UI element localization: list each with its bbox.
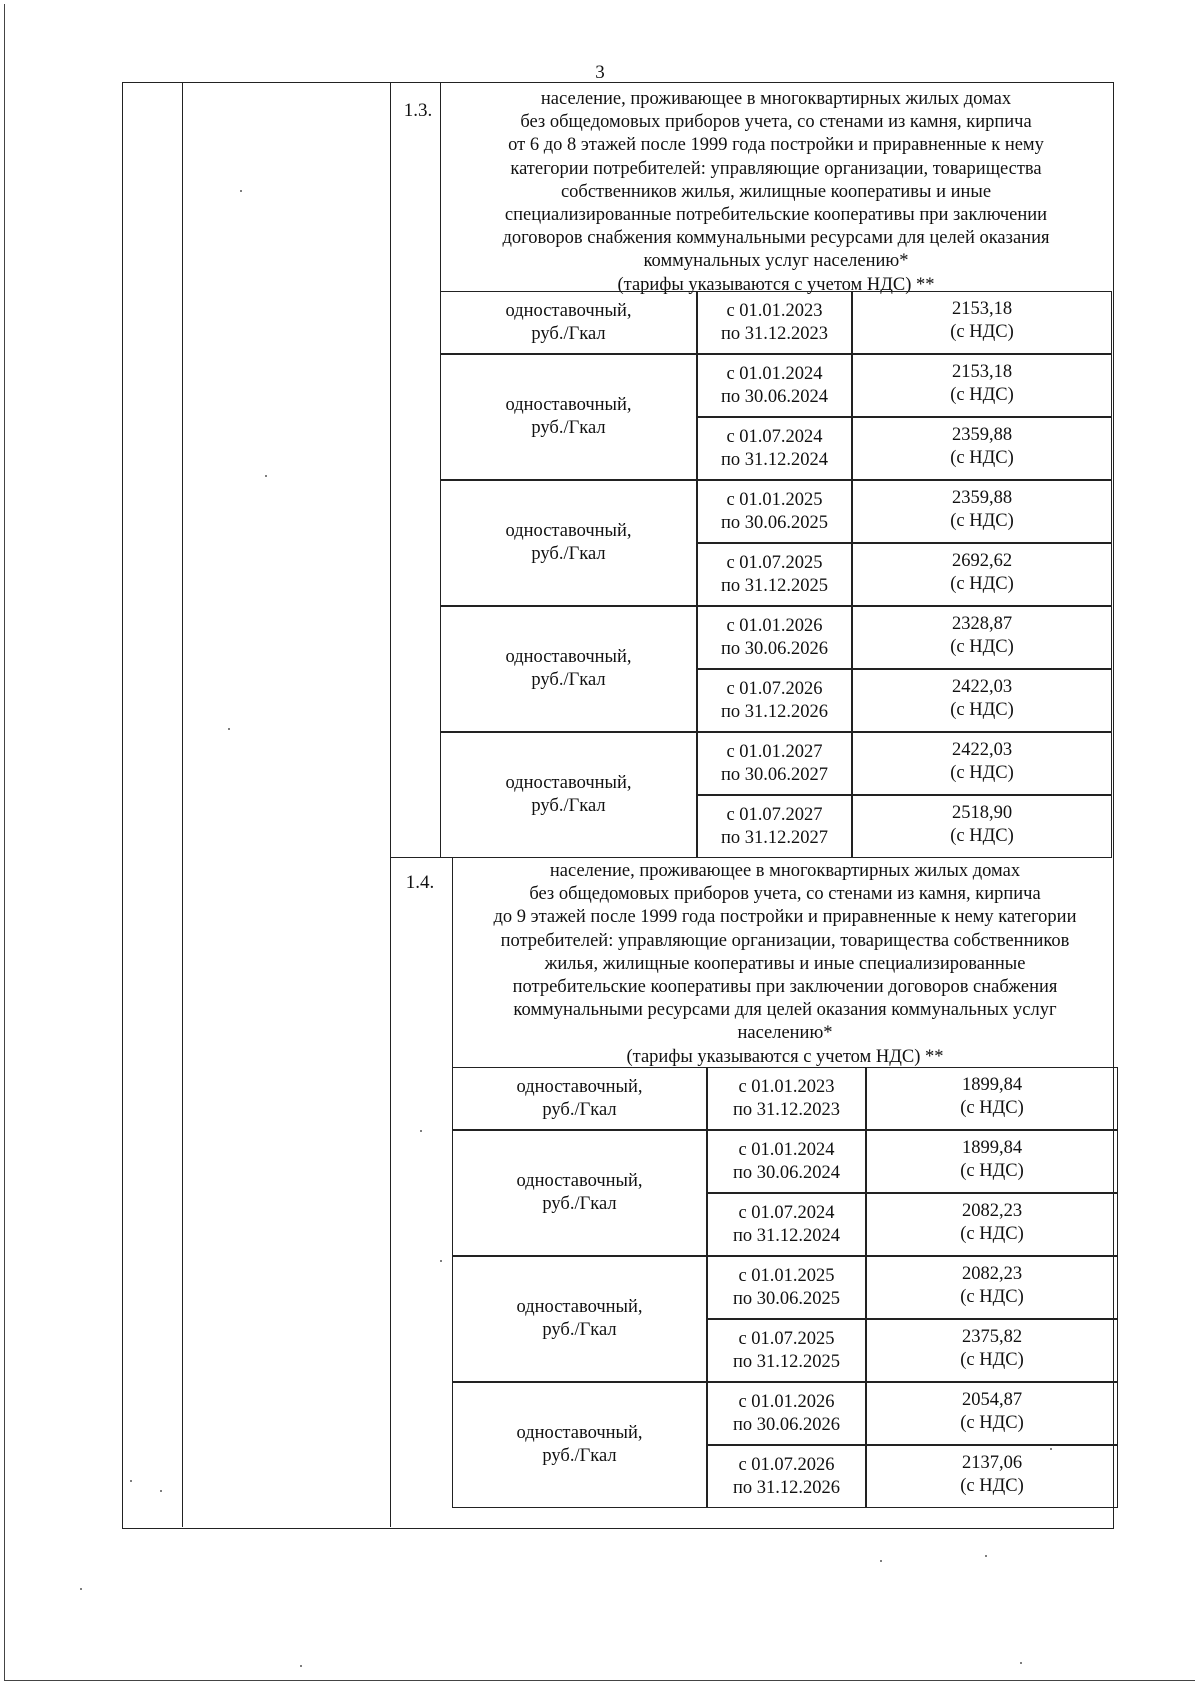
text-line: одноставочный, bbox=[505, 521, 632, 541]
text-line: население, проживающее в многоквартирных жилых домах bbox=[549, 861, 1021, 881]
text-line: 2137,06 bbox=[961, 1453, 1023, 1473]
text-line: руб./Гкал bbox=[531, 670, 606, 690]
text-line: с 01.07.2026 bbox=[738, 1454, 835, 1475]
text-line: одноставочный, bbox=[516, 1297, 643, 1317]
text-line: с 01.07.2025 bbox=[726, 552, 823, 573]
period-cell bbox=[697, 543, 852, 606]
text-line: (с НДС) bbox=[950, 763, 1014, 783]
period-cell bbox=[707, 1193, 866, 1256]
tariff-value-cell bbox=[852, 291, 1112, 354]
text-line: руб./Гкал bbox=[531, 796, 606, 816]
tariff-type-cell bbox=[440, 291, 697, 354]
text-line: руб./Гкал bbox=[542, 1194, 617, 1214]
text-line: одноставочный, bbox=[516, 1423, 643, 1443]
text-line: по 31.12.2024 bbox=[732, 1225, 841, 1246]
text-line: 2375,82 bbox=[961, 1327, 1023, 1347]
tariff-value-cell bbox=[866, 1067, 1118, 1130]
period-cell bbox=[707, 1319, 866, 1382]
text-line: собственников жилья, жилищные кооперативы и иные bbox=[560, 181, 992, 202]
text-line: (с НДС) bbox=[950, 385, 1014, 405]
tariff-type-cell bbox=[452, 1382, 707, 1508]
text-line: руб./Гкал bbox=[542, 1320, 617, 1340]
text-line: по 30.06.2024 bbox=[720, 386, 829, 407]
text-line: (с НДС) bbox=[960, 1098, 1024, 1118]
text-line: по 31.12.2024 bbox=[720, 449, 829, 470]
text-line: коммунальных услуг населению* bbox=[643, 251, 909, 272]
tariff-value-cell bbox=[866, 1445, 1118, 1508]
text-line: 2054,87 bbox=[961, 1390, 1023, 1410]
period-cell bbox=[697, 291, 852, 354]
text-line: (с НДС) bbox=[950, 574, 1014, 594]
period-cell bbox=[707, 1256, 866, 1319]
text-line: с 01.07.2024 bbox=[738, 1202, 835, 1223]
text-line: 1899,84 bbox=[961, 1138, 1023, 1158]
text-line: (с НДС) bbox=[950, 826, 1014, 846]
section-title bbox=[442, 88, 1110, 297]
section-divider bbox=[390, 857, 1112, 858]
scan-speck bbox=[300, 1665, 302, 1667]
text-line: руб./Гкал bbox=[542, 1446, 617, 1466]
text-line: потребительские кооперативы при заключении договоров снабжения bbox=[512, 977, 1058, 998]
text-line: (тарифы указываются с учетом НДС) ** bbox=[626, 1046, 944, 1067]
period-cell bbox=[697, 669, 852, 732]
text-line: с 01.07.2024 bbox=[726, 426, 823, 447]
text-line: одноставочный, bbox=[516, 1076, 643, 1097]
text-line: по 31.12.2026 bbox=[732, 1477, 841, 1498]
tariff-value-cell bbox=[866, 1130, 1118, 1193]
tariff-type-cell bbox=[440, 480, 697, 606]
text-line: (с НДС) bbox=[960, 1161, 1024, 1181]
tariff-value-cell bbox=[852, 606, 1112, 669]
text-line: по 30.06.2026 bbox=[732, 1414, 841, 1435]
text-line: по 30.06.2025 bbox=[732, 1288, 841, 1309]
text-line: специализированные потребительские кооперативы при заключении bbox=[504, 205, 1048, 226]
text-line: 2422,03 bbox=[951, 740, 1013, 760]
text-line: 2359,88 bbox=[951, 425, 1013, 445]
text-line: по 31.12.2023 bbox=[720, 323, 829, 344]
tariff-type-cell bbox=[440, 354, 697, 480]
tariff-type-cell bbox=[452, 1130, 707, 1256]
period-cell bbox=[697, 417, 852, 480]
scan-speck bbox=[160, 1490, 162, 1492]
text-line: одноставочный, bbox=[505, 300, 632, 321]
text-line: с 01.01.2023 bbox=[738, 1076, 835, 1097]
text-line: 2082,23 bbox=[961, 1264, 1023, 1284]
text-line: по 31.12.2023 bbox=[732, 1099, 841, 1120]
text-line: 2082,23 bbox=[961, 1201, 1023, 1221]
scan-speck bbox=[80, 1588, 82, 1590]
period-cell bbox=[697, 354, 852, 417]
tariff-value-cell bbox=[852, 732, 1112, 795]
period-cell bbox=[697, 480, 852, 543]
text-line: (с НДС) bbox=[960, 1350, 1024, 1370]
text-line: с 01.07.2027 bbox=[726, 804, 823, 825]
text-line: (с НДС) bbox=[960, 1287, 1024, 1307]
scan-speck bbox=[1020, 1662, 1022, 1664]
text-line: потребителей: управляющие организации, товарищества собственников bbox=[500, 930, 1070, 951]
period-cell bbox=[697, 606, 852, 669]
tariff-type-cell bbox=[452, 1256, 707, 1382]
scan-speck bbox=[228, 728, 230, 730]
text-line: (тарифы указываются с учетом НДС) ** bbox=[617, 274, 935, 295]
tariff-value-cell bbox=[866, 1193, 1118, 1256]
scan-speck bbox=[985, 1555, 987, 1557]
tariff-type-cell bbox=[452, 1067, 707, 1130]
tariff-value-cell bbox=[852, 480, 1112, 543]
text-line: (с НДС) bbox=[950, 322, 1014, 342]
text-line: 2359,88 bbox=[951, 488, 1013, 508]
text-line: одноставочный, bbox=[505, 773, 632, 793]
text-line: 2153,18 bbox=[951, 362, 1013, 382]
text-line: с 01.01.2027 bbox=[726, 741, 823, 762]
scan-speck bbox=[130, 1480, 132, 1482]
tariff-value-cell bbox=[852, 543, 1112, 606]
tariff-value-cell bbox=[866, 1319, 1118, 1382]
text-line: по 30.06.2024 bbox=[732, 1162, 841, 1183]
text-line: (с НДС) bbox=[960, 1413, 1024, 1433]
text-line: жилья, жилищные кооперативы и иные специализированные bbox=[544, 953, 1026, 974]
text-line: без общедомовых приборов учета, со стенами из камня, кирпича bbox=[529, 884, 1041, 905]
text-line: договоров снабжения коммунальными ресурсами для целей оказания bbox=[502, 228, 1050, 249]
text-line: с 01.01.2026 bbox=[726, 615, 823, 636]
text-line: от 6 до 8 этажей после 1999 года постройки и приравненные к нему bbox=[508, 135, 1044, 156]
text-line: 2692,62 bbox=[951, 551, 1013, 571]
text-line: (с НДС) bbox=[950, 700, 1014, 720]
section-number: 1.4. bbox=[405, 872, 435, 893]
text-line: 2518,90 bbox=[951, 803, 1013, 823]
scan-speck bbox=[880, 1560, 882, 1562]
text-line: по 30.06.2025 bbox=[720, 512, 829, 533]
text-line: по 30.06.2027 bbox=[720, 764, 829, 785]
column-divider-1 bbox=[182, 82, 183, 1527]
text-line: коммунальными ресурсами для целей оказания коммунальных услуг bbox=[513, 1000, 1057, 1021]
period-cell bbox=[707, 1445, 866, 1508]
text-line: по 30.06.2026 bbox=[720, 638, 829, 659]
scan-speck bbox=[265, 475, 267, 477]
text-line: с 01.01.2026 bbox=[738, 1391, 835, 1412]
page-number: 3 bbox=[595, 62, 605, 83]
text-line: до 9 этажей после 1999 года постройки и приравненные к нему категории bbox=[493, 907, 1077, 928]
text-line: населению* bbox=[737, 1023, 833, 1044]
text-line: с 01.01.2024 bbox=[738, 1139, 835, 1160]
tariff-value-cell bbox=[852, 669, 1112, 732]
period-cell bbox=[697, 795, 852, 858]
scan-speck bbox=[240, 190, 242, 192]
section-title bbox=[454, 860, 1116, 1069]
text-line: с 01.01.2025 bbox=[726, 489, 823, 510]
text-line: руб./Гкал bbox=[542, 1099, 617, 1120]
column-divider-2 bbox=[390, 82, 391, 1527]
text-line: 2153,18 bbox=[951, 299, 1013, 319]
tariff-type-cell bbox=[440, 606, 697, 732]
tariff-value-cell bbox=[852, 354, 1112, 417]
text-line: руб./Гкал bbox=[531, 544, 606, 564]
section-number: 1.3. bbox=[403, 100, 433, 121]
tariff-value-cell bbox=[866, 1256, 1118, 1319]
text-line: одноставочный, bbox=[516, 1171, 643, 1191]
text-line: одноставочный, bbox=[505, 395, 632, 415]
period-cell bbox=[707, 1130, 866, 1193]
text-line: (с НДС) bbox=[960, 1476, 1024, 1496]
scan-speck bbox=[440, 1260, 442, 1262]
text-line: с 01.01.2023 bbox=[726, 300, 823, 321]
tariff-value-cell bbox=[852, 795, 1112, 858]
scan-speck bbox=[1050, 1448, 1052, 1450]
text-line: без общедомовых приборов учета, со стенами из камня, кирпича bbox=[520, 112, 1032, 133]
text-line: по 31.12.2025 bbox=[720, 575, 829, 596]
text-line: по 31.12.2025 bbox=[732, 1351, 841, 1372]
scan-speck bbox=[420, 1130, 422, 1132]
text-line: 2328,87 bbox=[951, 614, 1013, 634]
period-cell bbox=[707, 1067, 866, 1130]
text-line: категории потребителей: управляющие организации, товарищества bbox=[510, 158, 1042, 179]
tariff-type-cell bbox=[440, 732, 697, 858]
period-cell bbox=[697, 732, 852, 795]
text-line: 1899,84 bbox=[961, 1075, 1023, 1095]
text-line: руб./Гкал bbox=[531, 323, 606, 344]
text-line: (с НДС) bbox=[950, 448, 1014, 468]
text-line: с 01.01.2024 bbox=[726, 363, 823, 384]
period-cell bbox=[707, 1382, 866, 1445]
text-line: население, проживающее в многоквартирных жилых домах bbox=[540, 89, 1012, 109]
text-line: с 01.07.2026 bbox=[726, 678, 823, 699]
text-line: одноставочный, bbox=[505, 647, 632, 667]
text-line: (с НДС) bbox=[950, 637, 1014, 657]
text-line: с 01.07.2025 bbox=[738, 1328, 835, 1349]
text-line: (с НДС) bbox=[960, 1224, 1024, 1244]
text-line: по 31.12.2027 bbox=[720, 827, 829, 848]
text-line: с 01.01.2025 bbox=[738, 1265, 835, 1286]
text-line: руб./Гкал bbox=[531, 418, 606, 438]
tariff-value-cell bbox=[866, 1382, 1118, 1445]
tariff-value-cell bbox=[852, 417, 1112, 480]
text-line: по 31.12.2026 bbox=[720, 701, 829, 722]
text-line: (с НДС) bbox=[950, 511, 1014, 531]
text-line: 2422,03 bbox=[951, 677, 1013, 697]
